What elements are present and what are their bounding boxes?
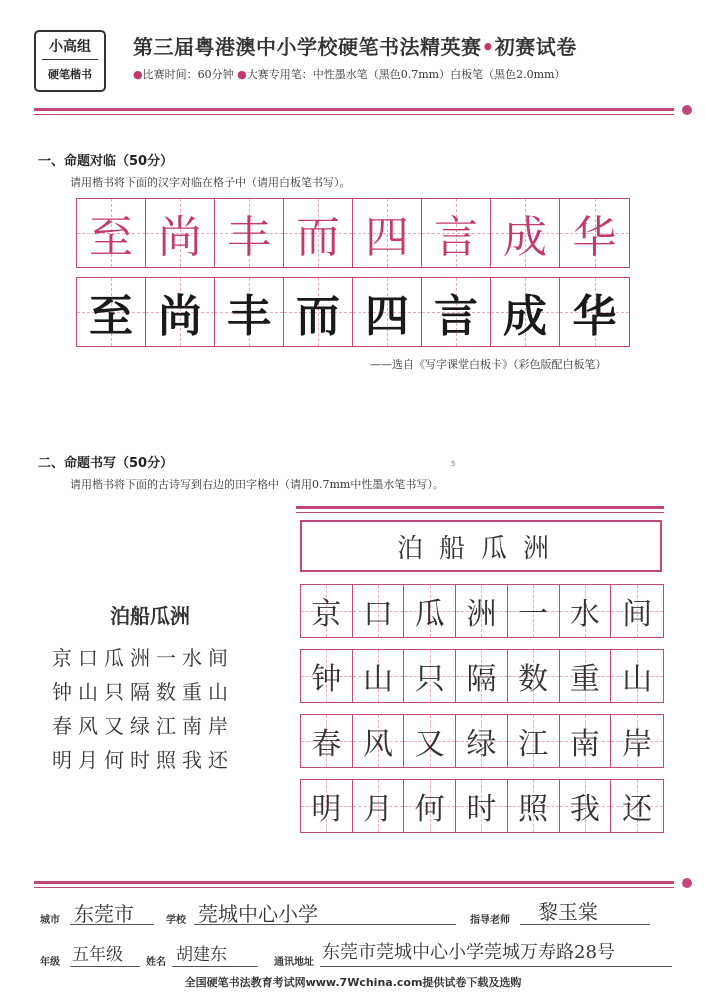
- answer-character: 南: [569, 727, 600, 762]
- grade-value: 五年级: [72, 945, 123, 965]
- answer-character: 我: [569, 792, 600, 827]
- answer-character: 瓜: [414, 597, 445, 632]
- answer-character: 水: [569, 597, 600, 632]
- answer-character: 又: [414, 727, 445, 762]
- badge-divider: [42, 59, 98, 60]
- grid-character: 至: [89, 291, 133, 342]
- tianzige-cell: [301, 585, 353, 637]
- exam-subtitle: [133, 66, 565, 82]
- answer-character: 风: [363, 727, 394, 762]
- answer-grid-row: [300, 584, 664, 638]
- tianzige-cell: [215, 199, 284, 267]
- tianzige-cell: [146, 278, 215, 346]
- poem-line: 钟山只隔数重山: [52, 680, 234, 704]
- grid-character: 成: [503, 212, 547, 263]
- tianzige-cell: [353, 715, 405, 767]
- answer-character: 钟: [311, 662, 342, 697]
- footer-site-text: 全国硬笔书法教育考试网www.7Wchina.com提供试卷下载及选购: [184, 976, 522, 989]
- exam-pens: 大赛专用笔：中性墨水笔（黑色0.7mm）白板笔（黑色2.0mm）: [246, 68, 566, 81]
- tianzige-cell: [404, 780, 456, 832]
- answer-title-box: [300, 520, 662, 572]
- tianzige-cell: [560, 585, 612, 637]
- name-value: 胡建东: [176, 945, 227, 965]
- tianzige-cell: [456, 715, 508, 767]
- tianzige-cell: [77, 278, 146, 346]
- grade-underline: [70, 966, 140, 967]
- page-mark: 5: [451, 460, 456, 468]
- answer-title: 泊船瓜洲: [396, 533, 565, 564]
- poem-line: 京口瓜洲一水间: [52, 646, 234, 670]
- teacher-underline: [520, 924, 650, 925]
- answer-character: 间: [622, 597, 653, 632]
- answer-character: 山: [363, 662, 394, 697]
- answer-character: 口: [363, 597, 394, 632]
- answer-character: 绿: [466, 727, 497, 762]
- rule-end-dot-icon: [682, 105, 692, 115]
- tianzige-cell: [404, 585, 456, 637]
- tianzige-cell: [404, 650, 456, 702]
- answer-character: 隔: [466, 662, 497, 697]
- tianzige-cell: [508, 585, 560, 637]
- tianzige-cell: [456, 780, 508, 832]
- tianzige-cell: [284, 278, 353, 346]
- city-underline: [70, 924, 154, 925]
- grid-character: 言: [434, 212, 478, 263]
- exam-time: 比赛时间：60分钟: [142, 68, 234, 81]
- tianzige-cell: [560, 199, 629, 267]
- tianzige-cell: [508, 715, 560, 767]
- tianzige-cell: [284, 199, 353, 267]
- grid-character: 成: [503, 291, 547, 342]
- answer-rule: [296, 506, 664, 509]
- answer-character: 重: [569, 662, 600, 697]
- grid-character: 丰: [227, 212, 271, 263]
- address-underline: [320, 966, 672, 967]
- section2-instruction: 请用楷书将下面的古诗写到右边的田字格中（请用0.7mm中性墨水笔书写）。: [70, 478, 444, 491]
- city-label: 城市: [40, 915, 60, 926]
- teacher-label: 指导老师: [470, 915, 510, 926]
- section1-instruction: 请用楷书将下面的汉字对临在格子中（请用白板笔书写）。: [70, 176, 351, 189]
- name-label: 姓名: [146, 957, 166, 968]
- tianzige-cell: [77, 199, 146, 267]
- poem-line: 明月何时照我还: [52, 748, 234, 772]
- answer-rule-thin: [296, 512, 664, 513]
- city-value: 东莞市: [74, 902, 134, 926]
- grid-character: 四: [365, 212, 409, 263]
- tianzige-cell: [611, 780, 663, 832]
- source-credit: ——选自《写字课堂白板卡》（彩色版配白板笔）: [370, 358, 607, 371]
- answer-character: 岸: [622, 727, 653, 762]
- grid-character: 四: [365, 291, 409, 342]
- tianzige-cell: [353, 278, 422, 346]
- tianzige-cell: [560, 650, 612, 702]
- grid-character: 而: [296, 291, 340, 342]
- tianzige-cell: [353, 780, 405, 832]
- tianzige-cell: [560, 715, 612, 767]
- address-label: 通讯地址: [274, 957, 314, 968]
- grid-character: 丰: [227, 291, 271, 342]
- tianzige-cell: [353, 650, 405, 702]
- answer-character: 京: [311, 597, 342, 632]
- section1-heading: 一、命题对临（50分）: [38, 154, 174, 169]
- tianzige-cell: [611, 585, 663, 637]
- grid-character: 尚: [158, 212, 202, 263]
- bullet-icon: ●: [237, 68, 247, 81]
- tianzige-cell: [146, 199, 215, 267]
- grid-character: 言: [434, 291, 478, 342]
- answer-character: 山: [622, 662, 653, 697]
- title-dot: •: [481, 35, 495, 59]
- poem-line: 春风又绿江南岸: [52, 714, 234, 738]
- address-value: 东莞市莞城中心小学莞城万寿路28号: [322, 942, 615, 963]
- tianzige-cell: [560, 278, 629, 346]
- section2-heading: 二、命题书写（50分）: [38, 456, 174, 471]
- answer-character: 春: [311, 727, 342, 762]
- name-underline: [172, 966, 258, 967]
- answer-character: 明: [311, 792, 342, 827]
- answer-grid-row: [300, 649, 664, 703]
- grid-character: 华: [572, 291, 617, 342]
- footer-rule: [34, 881, 674, 884]
- tianzige-cell: [404, 715, 456, 767]
- group-badge: [34, 30, 106, 92]
- answer-character: 只: [414, 662, 445, 697]
- answer-character: 数: [518, 662, 549, 697]
- teacher-value: 黎玉棠: [538, 900, 598, 924]
- tianzige-cell: [508, 780, 560, 832]
- answer-character: 时: [466, 792, 497, 827]
- header-rule-thin: [34, 114, 674, 115]
- rule-end-dot-icon: [682, 878, 692, 888]
- answer-character: 月: [363, 792, 394, 827]
- tianzige-cell: [353, 585, 405, 637]
- tianzige-cell: [491, 278, 560, 346]
- tianzige-cell: [301, 780, 353, 832]
- answer-character: 洲: [466, 597, 497, 632]
- tianzige-cell: [422, 199, 491, 267]
- exam-title-main: 第三届粤港澳中小学校硬笔书法精英赛: [133, 35, 482, 59]
- grade-label: 年级: [40, 957, 60, 968]
- header-rule: [34, 108, 674, 111]
- tianzige-cell: [456, 650, 508, 702]
- school-label: 学校: [166, 915, 186, 926]
- footer-rule-thin: [34, 887, 674, 888]
- grid-character: 至: [89, 212, 133, 263]
- tianzige-cell: [560, 780, 612, 832]
- tianzige-cell: [508, 650, 560, 702]
- tianzige-cell: [456, 585, 508, 637]
- badge-style-label: 硬笔楷书: [48, 68, 92, 81]
- tianzige-cell: [611, 650, 663, 702]
- tianzige-cell: [611, 715, 663, 767]
- exam-title: [133, 31, 577, 60]
- answer-character: 照: [518, 792, 549, 827]
- tianzige-cell: [491, 199, 560, 267]
- tianzige-cell: [422, 278, 491, 346]
- poem-title: 泊船瓜洲: [110, 604, 190, 628]
- tianzige-cell: [301, 650, 353, 702]
- copy-grid-row: [76, 277, 630, 347]
- grid-character: 尚: [158, 291, 202, 342]
- school-value: 莞城中心小学: [198, 902, 318, 926]
- school-underline: [194, 924, 456, 925]
- tianzige-cell: [353, 199, 422, 267]
- answer-character: 何: [414, 792, 445, 827]
- badge-group-label: 小高组: [49, 39, 91, 55]
- exam-title-tail: 初赛试卷: [494, 35, 577, 59]
- grid-character: 华: [572, 212, 617, 263]
- answer-character: 江: [518, 727, 549, 762]
- tianzige-cell: [301, 715, 353, 767]
- answer-grid-row: [300, 779, 664, 833]
- answer-grid-row: [300, 714, 664, 768]
- grid-character: 而: [296, 212, 340, 263]
- tianzige-cell: [215, 278, 284, 346]
- bullet-icon: ●: [133, 68, 143, 81]
- answer-character: 一: [518, 597, 549, 632]
- answer-character: 还: [622, 792, 653, 827]
- model-grid-row: [76, 198, 630, 268]
